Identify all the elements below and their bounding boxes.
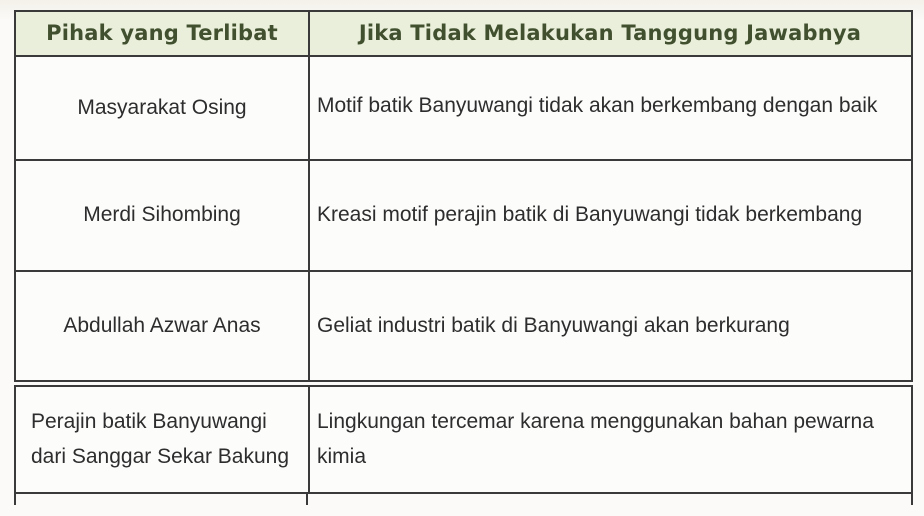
column-header-consequence: Jika Tidak Melakukan Tanggung Jawabnya	[358, 20, 862, 45]
consequence-cell: Motif batik Banyuwangi tidak akan berkembang dengan baik	[317, 93, 878, 117]
column-header-party: Pihak yang Terlibat	[16, 12, 310, 55]
table-segment-top	[14, 10, 913, 382]
consequence-cell: Kreasi motif perajin batik di Banyuwangi tidak berkembang	[317, 203, 863, 227]
consequence-cell: Geliat industri batik di Banyuwangi akan berkurang	[317, 313, 790, 337]
table-row	[16, 387, 911, 492]
table-header-row	[16, 12, 911, 55]
party-cell: Masyarakat Osing	[16, 57, 310, 159]
table-partial-next-row	[14, 494, 913, 505]
partial-consequence-cell	[308, 494, 911, 505]
partial-party-cell	[16, 494, 308, 505]
party-cell: Perajin batik Banyuwangi dari Sanggar Sekar Bakung	[16, 387, 310, 492]
table-row	[16, 55, 911, 159]
party-cell: Abdullah Azwar Anas	[16, 272, 310, 380]
responsibility-table	[14, 10, 913, 505]
table-row	[16, 270, 911, 380]
table-row	[16, 159, 911, 270]
consequence-cell: Lingkungan tercemar karena menggunakan bahan pewarna kimia	[317, 410, 874, 468]
party-cell: Merdi Sihombing	[16, 161, 310, 270]
table-segment-bottom	[14, 385, 913, 494]
